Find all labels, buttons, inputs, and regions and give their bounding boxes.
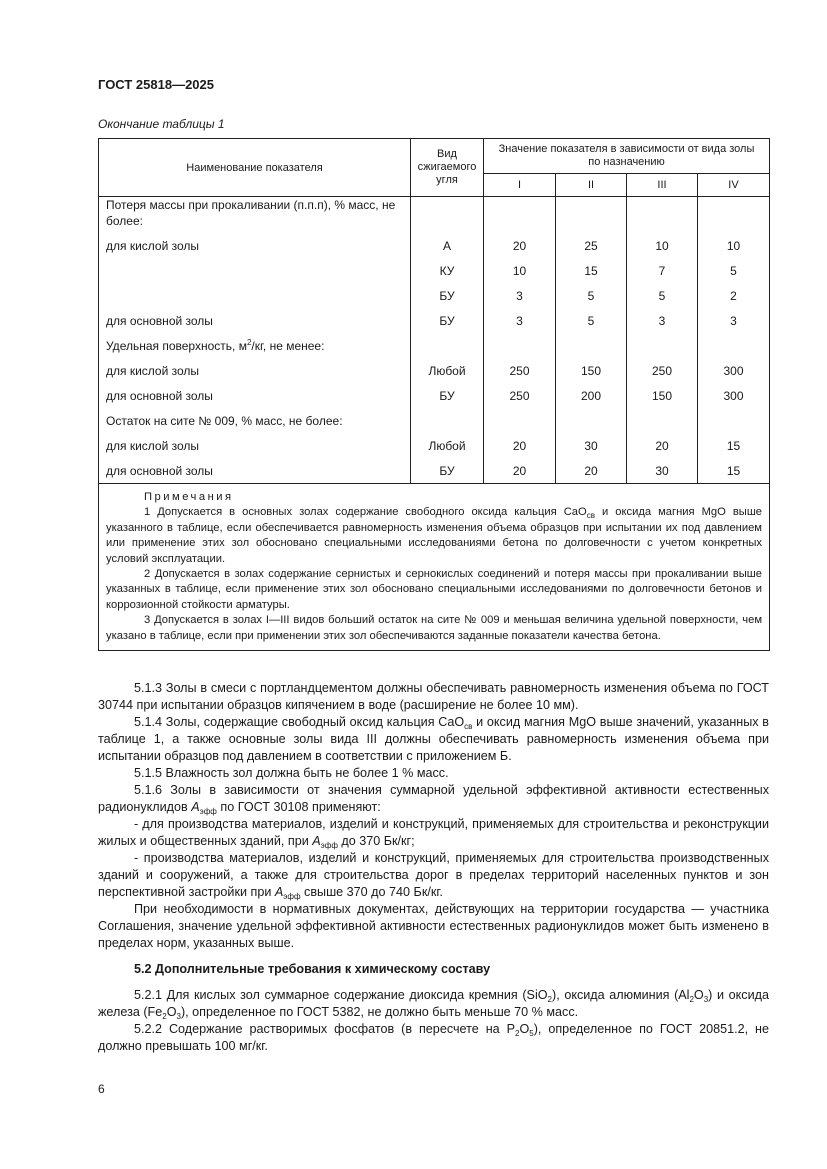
row-name: для кислой золы (99, 233, 411, 258)
row-value: 5 (556, 308, 627, 333)
row-value: 250 (484, 383, 556, 408)
row-value (698, 197, 770, 234)
row-name: для кислой золы (99, 433, 411, 458)
row-name: Остаток на сите № 009, % масс, не более: (99, 408, 411, 433)
row-value: 5 (698, 258, 770, 283)
row-value: 3 (627, 308, 698, 333)
row-coal-type: А (411, 233, 484, 258)
notes-title: Примечания (144, 491, 234, 503)
table-row (99, 333, 770, 358)
row-coal-type (411, 197, 484, 234)
row-name (99, 283, 411, 308)
row-value: 15 (698, 433, 770, 458)
table-row (99, 233, 770, 258)
row-value: 20 (484, 458, 556, 484)
row-value: 5 (556, 283, 627, 308)
row-name: для основной золы (99, 458, 411, 484)
row-value: 30 (556, 433, 627, 458)
row-value (484, 197, 556, 234)
row-value: 300 (698, 383, 770, 408)
row-value: 2 (698, 283, 770, 308)
col-type-4: IV (698, 174, 770, 197)
note-2: 2 Допускается в золах содержание сернистых и сернокислых соединений и потеря массы при прокаливании выше указанных в таблице, если применение этих зол обосновано специальными исследованиями по долговечности бетонов и коррозионной стойкости арматуры. (106, 568, 763, 611)
document-header: ГОСТ 25818—2025 (98, 77, 214, 92)
paragraph-5-2-1: 5.2.1 Для кислых зол суммарное содержание диоксида кремния (SiO$_2$), оксида алюминия $(Al_2O_3)$ и оксида железа $(Fe_2O_3)$, определенное по ГОСТ 5382, не должно быть меньше 70 % масс. (98, 988, 769, 1021)
note-3: 3 Допускается в золах I—III видов больший остаток на сите № 009 и меньшая величина удельной поверхности, чем указано в таблице, если при применении этих зол обеспечиваются заданные показатели качества бетона. (106, 614, 763, 642)
row-coal-type (411, 333, 484, 358)
row-coal-type (411, 408, 484, 433)
row-value: 20 (484, 233, 556, 258)
col-header-values: Значение показателя в зависимости от вида золы по назначению (484, 139, 770, 174)
row-name: Потеря массы при прокаливании (п.п.п), % масс, не более: (99, 197, 411, 234)
paragraph-5-1-6-b: - производства материалов, изделий и конструкций, применяемых для строительства производственных зданий и сооружений, а также для строительства дорог в пределах территорий населенных пунктов и зон перспективной застройки при $A_{эфф}$ свыше 370 до 740 Бк/кг. (98, 851, 769, 901)
row-value (484, 333, 556, 358)
table-row (99, 458, 770, 484)
section-heading-5-2: 5.2 Дополнительные требования к химическому составу (134, 962, 491, 976)
row-coal-type: БУ (411, 308, 484, 333)
row-coal-type: БУ (411, 458, 484, 484)
row-value: 20 (627, 433, 698, 458)
row-name: для основной золы (99, 383, 411, 408)
row-value: 250 (627, 358, 698, 383)
row-value: 25 (556, 233, 627, 258)
paragraph-5-1-4: 5.1.4 Золы, содержащие свободный оксид кальция CaO$_{св}$ и оксид магния MgO выше значений, указанных в таблице 1, а также основные золы вида III должны обеспечивать равномерность изменения объема при испытании образцов под давлением в соответствии с приложением Б. (98, 715, 769, 763)
row-value: 20 (556, 458, 627, 484)
row-coal-type: БУ (411, 283, 484, 308)
col-type-2: II (556, 174, 627, 197)
row-value (627, 333, 698, 358)
table-row (99, 408, 770, 433)
paragraph-5-1-5: 5.1.5 Влажность зол должна быть не более 1 % масс. (134, 766, 449, 780)
col-header-name: Наименование показателя (99, 139, 411, 197)
row-value (627, 408, 698, 433)
row-name: Удельная поверхность, $м^2/кг$, не менее: (99, 333, 411, 358)
row-value (556, 197, 627, 234)
row-value: 250 (484, 358, 556, 383)
row-value: 150 (556, 358, 627, 383)
table-row (99, 383, 770, 408)
row-name (99, 258, 411, 283)
row-value (556, 333, 627, 358)
row-value: 20 (484, 433, 556, 458)
row-value: 30 (627, 458, 698, 484)
row-value (484, 408, 556, 433)
paragraph-5-2-2: 5.2.2 Содержание растворимых фосфатов (в пересчете на $P_2O_5$), определенное по ГОСТ 20851.2, не должно превышать 100 мг/кг. (98, 1022, 769, 1053)
paragraph-5-1-3: 5.1.3 Золы в смеси с портландцементом должны обеспечивать равномерность изменения объема по ГОСТ 30744 при испытании образцов кипячением в воде (расширение не более 10 мм). (98, 681, 769, 712)
row-value: 200 (556, 383, 627, 408)
row-value: 3 (484, 308, 556, 333)
table-notes (99, 484, 770, 651)
row-coal-type: Любой (411, 358, 484, 383)
row-value (627, 197, 698, 234)
row-coal-type: КУ (411, 258, 484, 283)
row-value: 15 (556, 258, 627, 283)
table-row (99, 258, 770, 283)
table-body (99, 197, 770, 484)
table-row (99, 308, 770, 333)
row-value (698, 333, 770, 358)
row-coal-type: БУ (411, 383, 484, 408)
note-1: 1 Допускается в основных золах содержание свободного оксида кальция CaO$_{св}$ и оксида магния MgO выше указанного в таблице, если обеспечивается равномерность изменения объема образцов при испытании их под давлением или применение этих зол обосновано специальными исследованиями бетона по долговечности с учетом конкретных условий эксплуатации. (106, 506, 763, 565)
col-header-coal: Вид сжигаемого угля (411, 139, 484, 197)
row-value: 10 (698, 233, 770, 258)
row-value: 7 (627, 258, 698, 283)
table-row (99, 283, 770, 308)
row-coal-type: Любой (411, 433, 484, 458)
table-row (99, 197, 770, 234)
row-name: для основной золы (99, 308, 411, 333)
page-number: 6 (98, 1082, 105, 1096)
row-value: 5 (627, 283, 698, 308)
row-value: 300 (698, 358, 770, 383)
row-value: 10 (627, 233, 698, 258)
row-value: 15 (698, 458, 770, 484)
row-value (556, 408, 627, 433)
row-value: 10 (484, 258, 556, 283)
table-row (99, 358, 770, 383)
table-caption: Окончание таблицы 1 (98, 117, 225, 131)
row-value: 3 (698, 308, 770, 333)
row-value (698, 408, 770, 433)
paragraph-5-1-6-c: При необходимости в нормативных документах, действующих на территории государства — участника Соглашения, значение удельной эффективной активности естественных радионуклидов может быть изменено в пределах норм, указанных выше. (98, 902, 769, 950)
row-value: 3 (484, 283, 556, 308)
row-name: для кислой золы (99, 358, 411, 383)
row-value: 150 (627, 383, 698, 408)
requirements-table (98, 138, 770, 651)
col-type-3: III (627, 174, 698, 197)
body-text (98, 680, 769, 1055)
col-type-1: I (484, 174, 556, 197)
paragraph-5-1-6: 5.1.6 Золы в зависимости от значения суммарной удельной эффективной активности естественных радионуклидов $A_{эфф}$ по ГОСТ 30108 применяют: (98, 783, 769, 816)
table-row (99, 433, 770, 458)
paragraph-5-1-6-a: - для производства материалов, изделий и конструкций, применяемых для строительства и реконструкции жилых и общественных зданий, при $A_{эфф}$ до 370 Бк/кг; (98, 817, 769, 850)
